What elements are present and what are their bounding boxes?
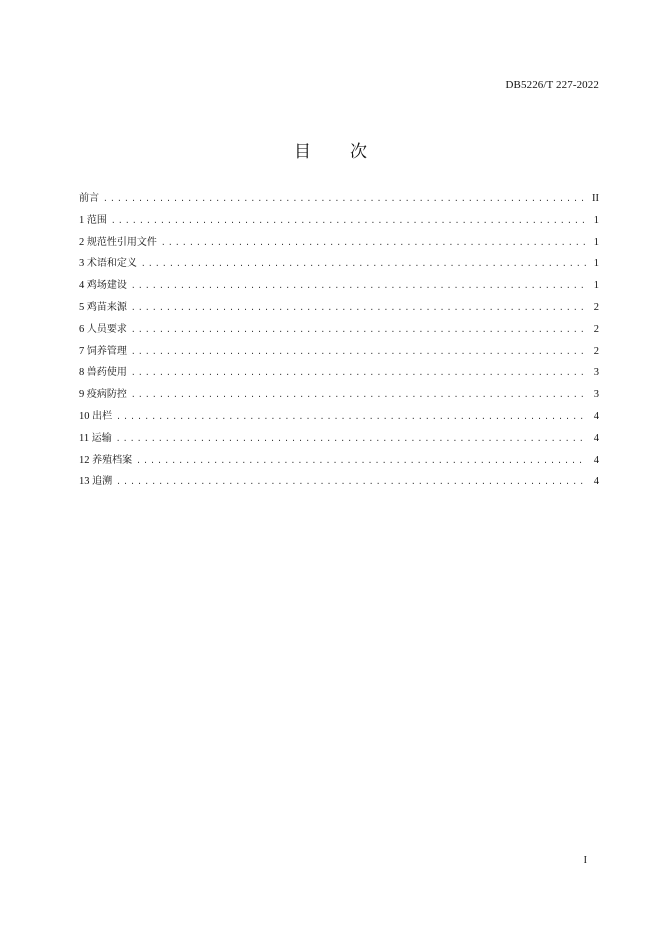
toc-entry-4[interactable] [79, 279, 599, 301]
toc-entry-10[interactable] [79, 410, 599, 432]
toc-entry-2[interactable] [79, 236, 599, 258]
dot-leader [131, 301, 587, 315]
toc-entry-number: 5 [79, 301, 87, 313]
dot-leader [161, 236, 587, 250]
toc-entry-preface[interactable] [79, 192, 599, 214]
dot-leader [131, 388, 587, 402]
toc-entry-page: 3 [593, 367, 599, 379]
toc-entry-page: 3 [593, 389, 599, 401]
toc-entry-label: 规范性引用文件 [86, 236, 157, 248]
toc-entry-number: 6 [79, 323, 87, 335]
title-char-1: 目 [294, 142, 312, 162]
toc-entry-label: 养殖档案 [92, 454, 133, 466]
dot-leader [111, 214, 587, 228]
page-number: I [583, 855, 587, 866]
toc-entry-label: 鸡苗来源 [86, 301, 127, 313]
toc-entry-page: 4 [593, 432, 599, 444]
toc-entry-page: 1 [593, 280, 599, 292]
toc-entry-page: 4 [593, 476, 599, 488]
dot-leader [131, 345, 587, 359]
toc-entry-label: 兽药使用 [86, 367, 127, 379]
document-code: DB5226/T 227-2022 [505, 79, 599, 91]
toc-entry-label: 人员要求 [86, 323, 127, 335]
toc-entry-number: 10 [79, 410, 93, 422]
toc-entry-label: 出栏 [92, 410, 113, 422]
toc-entry-number: 12 [79, 454, 93, 466]
dot-leader [131, 279, 587, 293]
dot-leader [136, 454, 587, 468]
toc-entry-label: 饲养管理 [86, 345, 127, 357]
dot-leader [131, 366, 587, 380]
toc-entry-13[interactable] [79, 475, 599, 497]
toc-entry-6[interactable] [79, 323, 599, 345]
dot-leader [141, 257, 587, 271]
toc-entry-label: 前言 [79, 193, 99, 204]
toc-entry-12[interactable] [79, 454, 599, 476]
toc-entry-page: 4 [593, 454, 599, 466]
toc-entry-number: 9 [79, 389, 87, 401]
toc-entry-page: 2 [593, 323, 599, 335]
page-title [0, 137, 662, 162]
toc-entry-label: 鸡场建设 [86, 280, 127, 292]
dot-leader [116, 410, 587, 424]
toc-entry-9[interactable] [79, 388, 599, 410]
toc-entry-label: 运输 [91, 432, 112, 444]
toc-entry-page: 1 [593, 258, 599, 270]
toc-entry-5[interactable] [79, 301, 599, 323]
toc-entry-8[interactable] [79, 366, 599, 388]
toc-entry-7[interactable] [79, 345, 599, 367]
toc-entry-number: 11 [79, 432, 92, 444]
toc-entry-number: 3 [79, 258, 87, 270]
toc-entry-label: 疫病防控 [86, 389, 127, 401]
toc-entry-page: 2 [593, 345, 599, 357]
dot-leader [131, 323, 587, 337]
toc-entry-11[interactable] [79, 432, 599, 454]
toc-entry-page: 4 [593, 410, 599, 422]
dot-leader [116, 432, 587, 446]
toc-entry-page: II [592, 193, 599, 204]
toc-entry-number: 7 [79, 345, 87, 357]
toc-entry-3[interactable] [79, 257, 599, 279]
toc-entry-page: 1 [593, 214, 599, 226]
toc-entry-number: 13 [79, 476, 93, 488]
toc-entry-label: 术语和定义 [86, 258, 137, 270]
toc-entry-page: 1 [593, 236, 599, 248]
toc-entry-number: 1 [79, 214, 87, 226]
toc-entry-page: 2 [593, 301, 599, 313]
dot-leader [103, 192, 587, 206]
toc-entry-number: 2 [79, 236, 87, 248]
toc-entry-label: 追溯 [92, 476, 113, 488]
toc-entry-number: 8 [79, 367, 87, 379]
toc-entry-label: 范围 [86, 214, 107, 226]
toc-entry-number: 4 [79, 280, 87, 292]
table-of-contents [79, 192, 599, 497]
dot-leader [116, 475, 587, 489]
title-char-2: 次 [350, 142, 368, 162]
toc-entry-1[interactable] [79, 214, 599, 236]
